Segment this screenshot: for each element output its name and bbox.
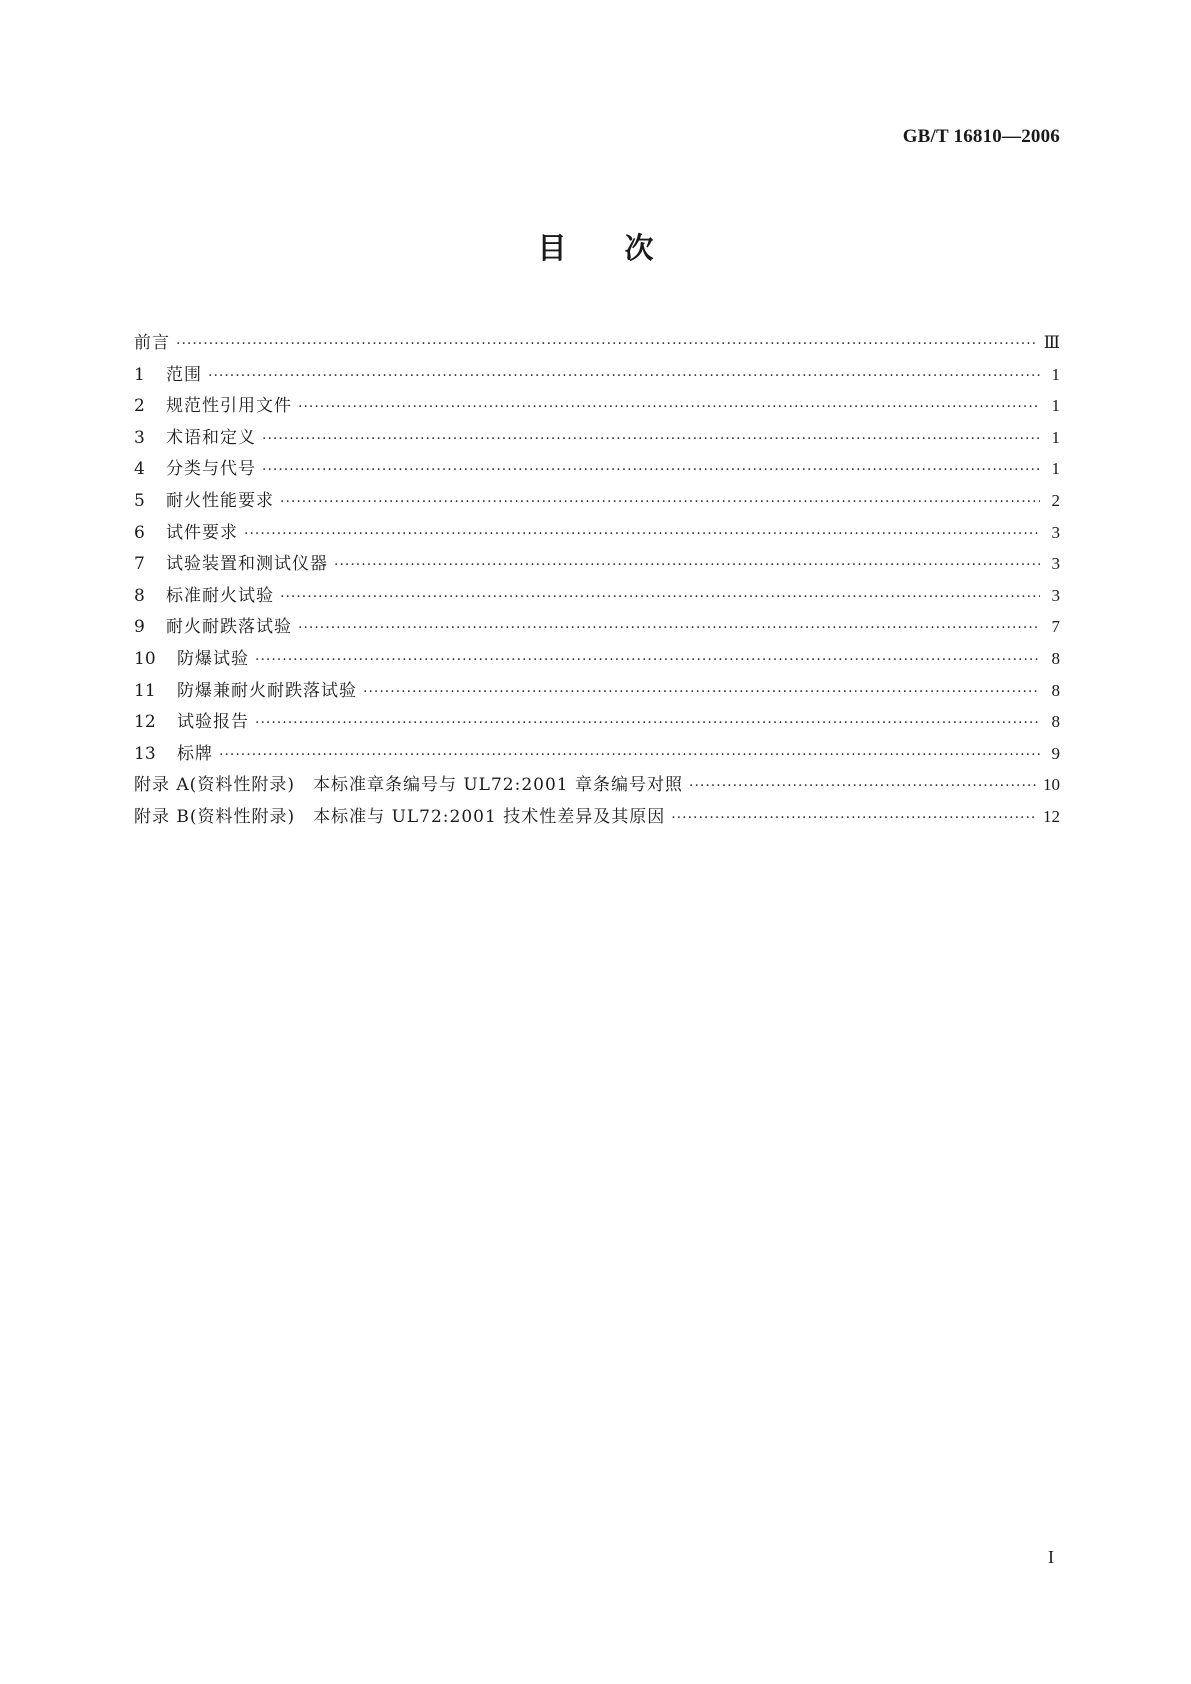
toc-entry-number: 5 xyxy=(134,490,145,511)
toc-entry-label: 标准耐火试验 xyxy=(166,585,274,606)
toc-entry-page: 9 xyxy=(1051,743,1060,763)
toc-entry-number: 2 xyxy=(134,396,145,417)
toc-entry[interactable] xyxy=(134,423,1060,455)
toc-entry-number: 11 xyxy=(134,680,156,701)
toc-leader-dots xyxy=(363,684,1040,700)
toc-entry-number: 10 xyxy=(134,648,156,669)
toc-entry-number: 1 xyxy=(134,364,145,385)
toc-entry-page: 3 xyxy=(1051,585,1060,605)
toc-entry[interactable] xyxy=(134,581,1060,613)
toc-entry-page: 1 xyxy=(1051,459,1060,479)
toc-entry-page: 3 xyxy=(1051,554,1060,574)
toc-entry-page: 2 xyxy=(1051,490,1060,510)
toc-entry-number: 7 xyxy=(134,554,145,575)
toc-leader-dots xyxy=(176,336,1038,352)
toc-entry-number: 12 xyxy=(134,712,156,733)
toc-entry-number: 13 xyxy=(134,743,156,764)
page-number: I xyxy=(1048,1547,1054,1567)
toc-entry-page: 8 xyxy=(1051,712,1060,732)
toc-entry-number: 9 xyxy=(134,617,145,638)
toc-entry[interactable] xyxy=(134,454,1060,486)
toc-entry[interactable] xyxy=(134,644,1060,676)
toc-entry-page: 1 xyxy=(1051,364,1060,384)
toc-entry-page: 8 xyxy=(1051,648,1060,668)
toc-entry-page: 1 xyxy=(1051,427,1060,447)
toc-entry-number: 6 xyxy=(134,522,145,543)
toc-entry-label: 范围 xyxy=(166,364,202,385)
toc-entry[interactable] xyxy=(134,391,1060,423)
toc-entry-label: 附录 B(资料性附录) 本标准与 UL72:2001 技术性差异及其原因 xyxy=(134,806,666,827)
toc-entry-label: 术语和定义 xyxy=(166,427,256,448)
toc-entry-page: 8 xyxy=(1051,680,1060,700)
toc-leader-dots xyxy=(244,526,1040,542)
toc-entry-page: 3 xyxy=(1051,522,1060,542)
toc-entry-label: 规范性引用文件 xyxy=(166,396,292,417)
toc-leader-dots xyxy=(298,620,1040,636)
toc-entry-label: 试件要求 xyxy=(166,522,238,543)
toc-entry[interactable] xyxy=(134,802,1060,834)
toc-entry-page: 12 xyxy=(1043,806,1060,826)
toc-entry[interactable] xyxy=(134,770,1060,802)
toc-entry-label: 防爆兼耐火耐跌落试验 xyxy=(177,680,357,701)
toc-entry[interactable] xyxy=(134,739,1060,771)
toc-entry-label: 防爆试验 xyxy=(177,648,249,669)
toc-entry-page: 1 xyxy=(1051,396,1060,416)
toc-entry[interactable] xyxy=(134,707,1060,739)
toc-entry-label: 标牌 xyxy=(177,743,213,764)
toc-leader-dots xyxy=(689,778,1037,794)
toc-entry-label: 前言 xyxy=(134,333,170,353)
standard-number: GB/T 16810—2006 xyxy=(902,126,1060,147)
toc-leader-dots xyxy=(255,652,1040,668)
toc-leader-dots xyxy=(219,747,1040,763)
toc-entry-label: 附录 A(资料性附录) 本标准章条编号与 UL72:2001 章条编号对照 xyxy=(134,775,683,796)
toc-leader-dots xyxy=(262,462,1040,478)
toc-entry-page: 7 xyxy=(1051,617,1060,637)
toc-entry[interactable] xyxy=(134,360,1060,392)
toc-entry[interactable] xyxy=(134,486,1060,518)
toc-entry-page: 10 xyxy=(1043,775,1060,795)
toc-entry-label: 分类与代号 xyxy=(166,459,256,480)
toc-leader-dots xyxy=(262,431,1040,447)
toc-entry-label: 耐火性能要求 xyxy=(166,490,274,511)
toc-entry-number: 4 xyxy=(134,459,145,480)
toc-leader-dots xyxy=(255,715,1040,731)
toc-leader-dots xyxy=(334,557,1040,573)
toc-entry-label: 试验报告 xyxy=(177,712,249,733)
toc-entry-label: 耐火耐跌落试验 xyxy=(166,617,292,638)
toc-leader-dots xyxy=(280,589,1040,605)
toc-leader-dots xyxy=(298,399,1040,415)
toc-entry-number: 8 xyxy=(134,585,145,606)
toc-entry-page: Ⅲ xyxy=(1043,333,1060,352)
toc-leader-dots xyxy=(671,810,1037,826)
toc-entry[interactable] xyxy=(134,676,1060,708)
toc-entry[interactable] xyxy=(134,328,1060,360)
toc-leader-dots xyxy=(280,494,1040,510)
toc-entry[interactable] xyxy=(134,612,1060,644)
toc-entry-label: 试验装置和测试仪器 xyxy=(166,554,328,575)
page-title: 目次 xyxy=(537,231,712,265)
toc-leader-dots xyxy=(208,368,1040,384)
toc-entry[interactable] xyxy=(134,549,1060,581)
toc-entry[interactable] xyxy=(134,518,1060,550)
toc-entry-number: 3 xyxy=(134,427,145,448)
table-of-contents xyxy=(134,328,1060,834)
